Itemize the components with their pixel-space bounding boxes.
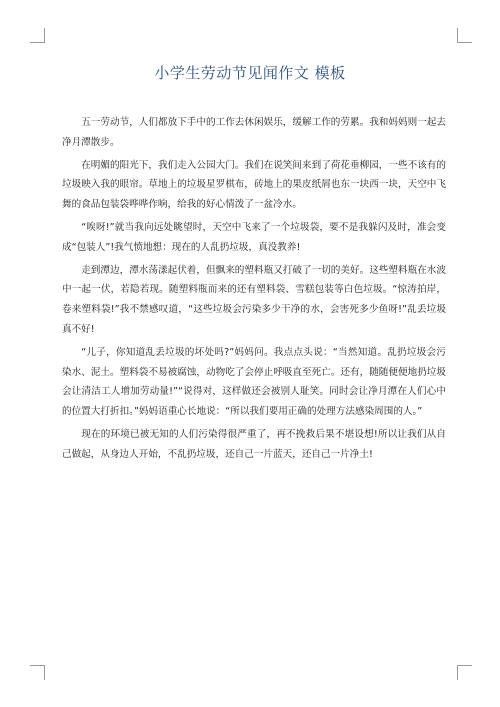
paragraph: “唉呀!”就当我向远处眺望时，天空中飞来了一个垃圾袋，要不是我躲闪及时，准会变成“包装人”!我气愤地想：现在的人乱扔垃圾，真没教养! [62, 221, 446, 253]
crop-mark-bottom-right [457, 665, 472, 680]
paragraph: 走到潭边，潭水荡漾起伏着，但飘来的塑料瓶又打破了一切的美好。这些塑料瓶在水波中一起一伏，若隐若现。随塑料瓶而来的还有塑料袋、雪糕包装等白色垃圾。“惊涛拍岸，卷来塑料袋!”我不禁感叹道，“这些垃圾会污染多少干净的水，会害死多少鱼呀!”乱丢垃圾真不好! [62, 264, 446, 335]
paragraph: “儿子，你知道乱丢垃圾的坏处吗?”妈妈问。我点点头说：“当然知道。乱扔垃圾会污染水、泥土。塑料袋不易被腐蚀，动物吃了会停止呼吸直至死亡。还有，随随便便地扔垃圾会让清洁工人增加劳动量!”“说得对，这样做还会被别人耻笑。同时会让净月潭在人们心中的位置大打折扣。”妈妈语重心长地说：“所以我们要用正确的处理方法感染周围的人。” [62, 346, 446, 418]
crop-mark-top-left [30, 28, 45, 43]
crop-mark-top-right [457, 28, 472, 43]
document-body [62, 113, 446, 468]
paragraph: 五一劳动节，人们都放下手中的工作去休闲娱乐，缓解工作的劳累。我和妈妈则一起去净月潭散步。 [62, 117, 446, 148]
paragraph: 在明媚的阳光下，我们走入公园大门。我们在说笑间来到了荷花垂柳园，一些不该有的垃圾映入我的眼帘。草地上的垃圾星罗棋布，砖地上的果皮纸屑也东一块西一块，天空中飞舞的食品包装袋哗哗作响，给我的好心情泼了一盆冷水。 [62, 159, 446, 211]
crop-mark-bottom-left [30, 665, 45, 680]
document-title: 小学生劳动节见闻作文 模板 [154, 64, 346, 82]
paragraph: 现在的环境已被无知的人们污染得很严重了，再不挽救后果不堪设想!所以让我们从自己做起，从身边人开始，不乱扔垃圾，还自己一片蓝天，还自己一片净土! [62, 428, 446, 460]
